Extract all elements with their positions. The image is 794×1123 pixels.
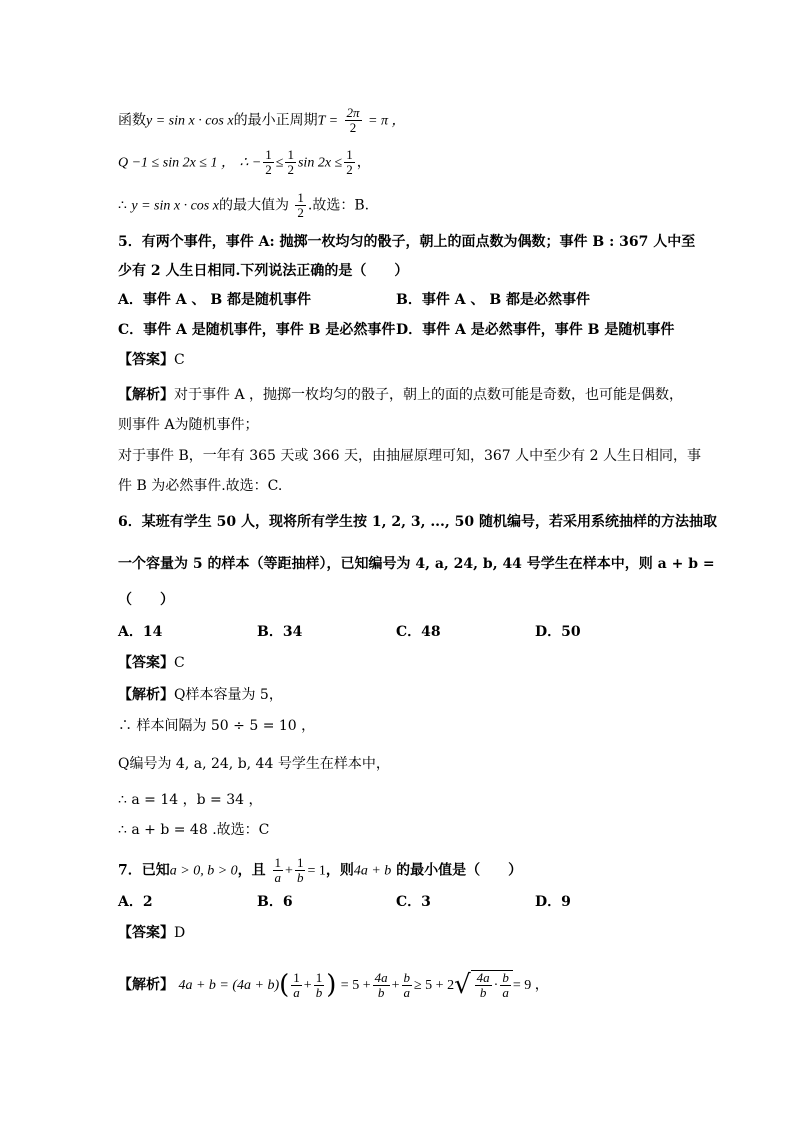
q5-stem-line1: 5．有两个事件，事件 A: 抛掷一枚均匀的骰子，朝上的面点数为偶数；事件 B : 367 人中至	[118, 234, 696, 250]
q5-option-b: B．事件 A 、 B 都是必然事件	[396, 292, 591, 308]
text: 的最小值是（ ）	[396, 862, 523, 879]
denominator: 2	[265, 162, 272, 177]
q6-analysis-line1	[118, 685, 283, 705]
fraction	[402, 971, 413, 1000]
numerator: 1	[297, 190, 304, 205]
numerator: 1	[346, 147, 353, 162]
text: ，则	[325, 862, 354, 879]
numerator: 1	[293, 969, 300, 985]
answer-label: 【答案】	[118, 925, 174, 941]
analysis-label: 【解析】	[118, 387, 174, 403]
denominator: b	[377, 984, 385, 1000]
formula: sin 2x ≤	[297, 155, 343, 171]
q5-analysis-line1	[118, 385, 683, 405]
analysis-label: 【解析】	[118, 977, 174, 993]
answer-value: D	[174, 925, 186, 941]
formula: 4a + b	[353, 863, 392, 879]
q5-answer	[118, 350, 185, 370]
fraction	[345, 106, 362, 135]
formula: ≥ 5 + 2	[414, 978, 455, 993]
numerator: 1	[296, 855, 304, 870]
text: 函数	[118, 112, 146, 129]
q6-stem-line3: （ ）	[118, 592, 174, 608]
q7-answer	[118, 923, 185, 943]
q6-analysis-line3: Q编号为 4, a, 24, b, 44 号学生在样本中，	[118, 756, 390, 772]
answer-value: C	[174, 655, 185, 671]
denominator: a	[403, 984, 410, 1000]
q6-option-b: B．34	[257, 624, 303, 640]
q7-option-b: B．6	[257, 894, 293, 910]
q6-stem-line1: 6．某班有学生 50 人，现将所有学生按 1, 2, 3, ..., 50 随机编号，若采用系统抽样的方法抽取	[118, 514, 718, 530]
q6-analysis-line2: ∴ 样本间隔为 50 ÷ 5 = 10 ，	[118, 718, 316, 734]
formula: 4a + b = (4a + b)	[178, 978, 280, 993]
line-min-period	[118, 106, 405, 135]
q5-analysis-line4: 件 B 为必然事件.故选：C.	[118, 478, 283, 494]
text: 的最大值为	[218, 197, 289, 214]
formula: = 5 +	[340, 978, 371, 993]
radical-sign: √	[454, 970, 471, 1000]
analysis-label: 【解析】	[118, 687, 174, 703]
formula: ≤	[275, 155, 284, 171]
fraction	[285, 148, 296, 177]
numerator: 1	[315, 969, 323, 985]
denominator: b	[315, 984, 323, 1000]
numerator: 1	[265, 147, 272, 162]
fraction	[273, 856, 284, 885]
analysis-text: 对于事件 A ，抛掷一枚均匀的骰子，朝上的面的点数可能是奇数，也可能是偶数，	[174, 387, 684, 403]
q5-option-a: A．事件 A 、 B 都是随机事件	[118, 292, 312, 308]
q7-analysis	[118, 970, 549, 1000]
fraction	[314, 971, 325, 1000]
fraction	[475, 971, 492, 1000]
q6-option-a: A．14	[118, 624, 163, 640]
denominator: a	[274, 870, 282, 885]
radicand	[471, 970, 513, 1000]
formula: ·	[493, 977, 499, 993]
answer-value: C	[174, 352, 185, 368]
q5-analysis-line3: 对于事件 B，一年有 365 天或 366 天，由抽屉原理可知，367 人中至少有 2 人生日相同，事	[118, 448, 701, 464]
formula: y = sin x · cos x	[146, 113, 234, 129]
numerator: 1	[274, 855, 282, 870]
q7-option-c: C．3	[396, 894, 431, 910]
q6-analysis-line5: ∴ a + b = 48 .故选：C	[118, 822, 270, 838]
formula: ∴ −	[239, 155, 262, 171]
line-max-value	[118, 191, 369, 220]
q5-stem-line2: 少有 2 人生日相同.下列说法正确的是（ ）	[118, 263, 409, 279]
q5-analysis-line2: 则事件 A为随机事件；	[118, 417, 259, 433]
text: 的最小正周期	[233, 112, 318, 129]
answer-label: 【答案】	[118, 352, 174, 368]
square-root	[454, 970, 513, 1000]
formula: a > 0, b > 0	[169, 863, 238, 879]
fraction	[373, 971, 390, 1000]
formula: y = sin x · cos x	[131, 198, 219, 214]
denominator: a	[502, 985, 509, 1000]
formula: +	[391, 978, 400, 993]
line-sin-range	[118, 148, 371, 177]
denominator: 2	[346, 162, 353, 177]
denominator: 2	[349, 120, 357, 135]
q6-answer	[118, 653, 185, 673]
q6-analysis-line4: ∴ a = 14 ，b = 34 ，	[118, 792, 263, 808]
numerator: 1	[287, 147, 294, 162]
text: .故选：B.	[307, 197, 370, 214]
numerator: 2π	[346, 105, 360, 120]
formula: = π ，	[368, 113, 406, 129]
formula: = 9 ，	[512, 978, 549, 993]
text: ，	[356, 154, 371, 171]
numerator: b	[403, 969, 410, 985]
q7-option-d: D．9	[535, 894, 571, 910]
denominator: a	[293, 984, 300, 1000]
q6-option-c: C．48	[396, 624, 441, 640]
denominator: 2	[297, 205, 304, 220]
fraction	[263, 148, 274, 177]
paren-close: )	[326, 970, 337, 1000]
q7-option-a: A．2	[118, 894, 153, 910]
formula: Q −1 ≤ sin 2x ≤ 1 ，	[118, 155, 235, 171]
formula: = 1	[307, 863, 326, 879]
q7-stem	[118, 856, 522, 885]
analysis-text: Q样本容量为 5，	[174, 687, 283, 703]
numerator: b	[502, 970, 509, 985]
q6-option-d: D．50	[535, 624, 581, 640]
text: ∴	[118, 197, 127, 214]
fraction	[295, 856, 306, 885]
q5-option-c: C．事件 A 是随机事件，事件 B 是必然事件	[118, 322, 396, 338]
fraction	[295, 191, 306, 220]
fraction	[500, 971, 511, 1000]
denominator: b	[479, 985, 487, 1000]
formula: T =	[317, 113, 339, 129]
numerator: 4a	[476, 970, 490, 985]
q5-option-d: D．事件 A 是必然事件，事件 B 是随机事件	[396, 322, 675, 338]
fraction	[291, 971, 302, 1000]
denominator: 2	[287, 162, 294, 177]
answer-label: 【答案】	[118, 655, 174, 671]
denominator: b	[296, 870, 304, 885]
text: ，且	[237, 862, 266, 879]
formula: +	[303, 978, 312, 993]
paren-open: (	[279, 970, 290, 1000]
fraction	[344, 148, 355, 177]
formula: +	[285, 863, 293, 879]
q6-stem-line2: 一个容量为 5 的样本（等距抽样），已知编号为 4, a, 24, b, 44 号学生在样本中，则 a + b =	[118, 556, 715, 572]
text: 7．已知	[118, 862, 170, 879]
numerator: 4a	[374, 969, 388, 985]
